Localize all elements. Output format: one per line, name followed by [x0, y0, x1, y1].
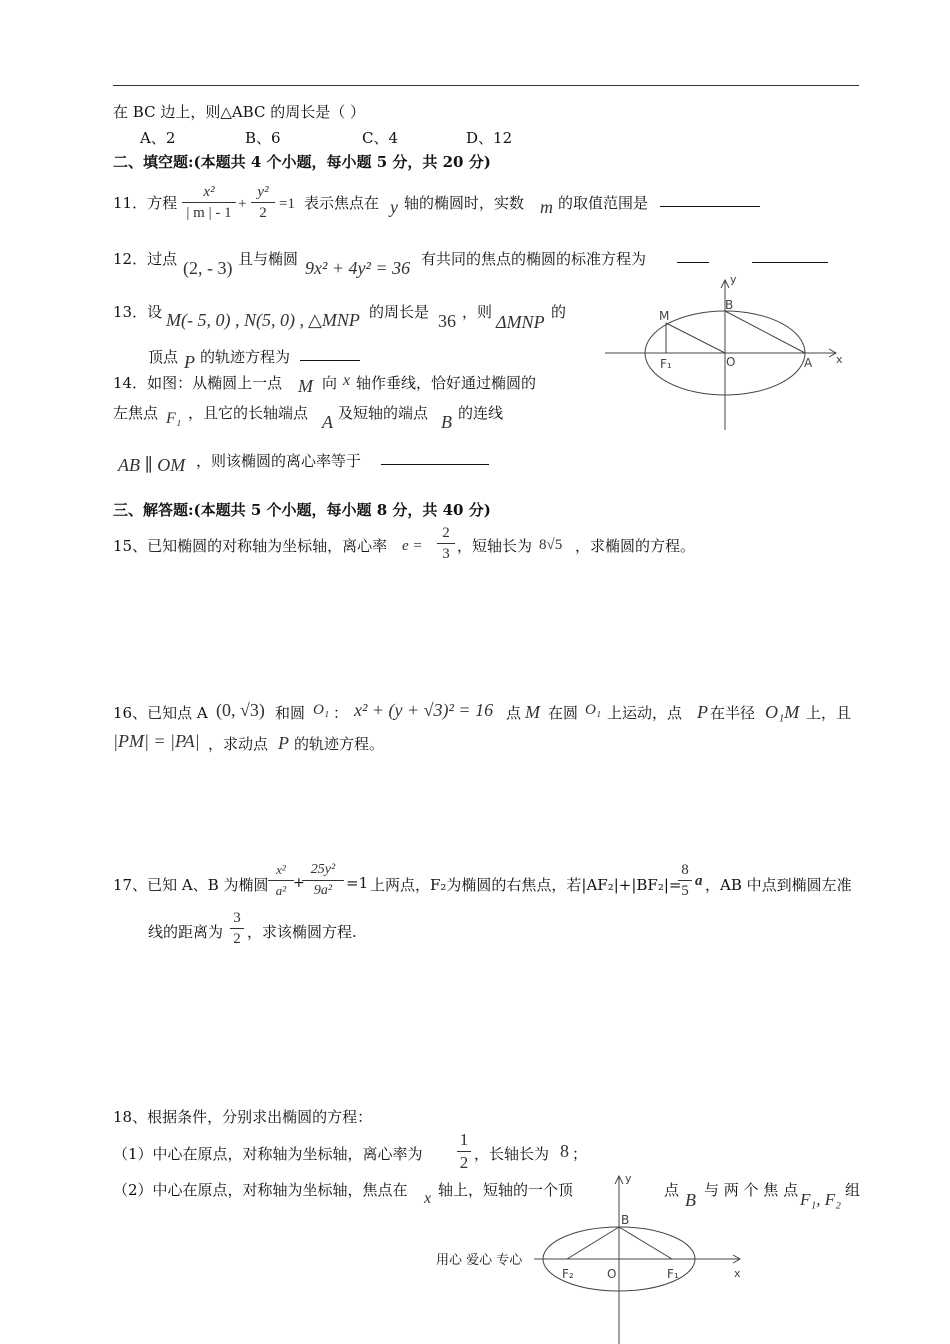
q16-o1m: O₁M — [765, 702, 800, 722]
fig1-label-a: A — [804, 356, 813, 370]
q14-answer-blank[interactable] — [381, 450, 489, 465]
q16-var-p2: P — [278, 733, 289, 753]
q16-relation: |PM| = |PA| — [113, 731, 200, 751]
q13-answer-blank[interactable] — [300, 346, 360, 361]
fig1-label-x: x — [836, 353, 843, 366]
q16-text-a: 16、已知点 A — [113, 704, 208, 722]
q13-points: M(- 5, 0) , N(5, 0) , — [166, 310, 304, 330]
q16-text-d: 在圆 — [548, 704, 579, 722]
fig2-label-o: O — [607, 1267, 617, 1281]
q12-text-b: 有共同的焦点的椭圆的标准方程为 — [421, 250, 647, 268]
q18-part2-c: 点 — [664, 1181, 680, 1199]
q11-fraction-2: y² 2 — [251, 183, 275, 222]
q17-text-c: ，AB 中点到椭圆左准 — [705, 876, 852, 894]
q16-circle: x² + (y + √3)² = 16 — [354, 700, 494, 720]
q12-answer-blank-1[interactable] — [677, 248, 709, 263]
q13-triangle-2: ΔMNP — [496, 312, 545, 332]
q12-ellipse: 9x² + 4y² = 36 — [305, 258, 411, 278]
q11-var-y: y — [390, 197, 398, 217]
ellipse-figure-2 — [530, 1172, 750, 1344]
q16-point-a: (0, √3) — [216, 700, 265, 720]
q14-line2-d: 的连线 — [458, 404, 504, 422]
q18-var-x: x — [424, 1190, 432, 1207]
q18-part1-value: 8 — [560, 1141, 569, 1161]
q17-text-a: 17、已知 A、B 为椭圆 — [113, 876, 269, 894]
q11-plus: + — [238, 196, 247, 212]
q18-part1-c: ； — [572, 1145, 588, 1163]
q14-relation: AB ∥ OM — [118, 455, 186, 475]
q17-fraction-3: 8 5 — [678, 861, 692, 900]
q13-var-p: P — [184, 352, 195, 372]
q16-var-m: M — [525, 702, 540, 722]
q16-text-f: 在半径 — [710, 704, 756, 722]
q13-label: 13．设 — [113, 303, 163, 321]
q15-e: e = — [402, 538, 423, 554]
q14-line1-b: 向 — [322, 374, 338, 392]
fig1-label-y: y — [730, 275, 737, 286]
q13-perimeter: 36 — [438, 311, 456, 331]
fig2-segment-bf1 — [619, 1227, 672, 1259]
q14-var-b: B — [441, 412, 452, 432]
q18-part2-d: 与 两 个 焦 点 — [704, 1181, 799, 1199]
q14-line3: ，则该椭圆的离心率等于 — [196, 452, 362, 470]
q18-var-b: B — [685, 1190, 696, 1210]
q11-text-b: 轴的椭圆时，实数 — [404, 194, 525, 212]
q14-var-m: M — [298, 376, 313, 396]
q10-option-d: D、12 — [466, 129, 513, 147]
fig2-label-y: y — [625, 1172, 632, 1185]
fig2-label-f1: F₁ — [667, 1267, 679, 1281]
fig1-label-f1: F₁ — [660, 357, 672, 371]
q18-part2-a: （2）中心在原点，对称轴为坐标轴，焦点在 — [113, 1181, 408, 1199]
q15-text-c: ，求椭圆的方程。 — [575, 537, 696, 555]
q17-line2-a: 线的距离为 — [148, 923, 224, 941]
q16-text-c: 点 — [506, 704, 522, 722]
q14-line1-c: 轴作垂线，恰好通过椭圆的 — [356, 374, 537, 392]
q15-minor-axis: 8√5 — [539, 537, 563, 553]
q10-option-b: B、6 — [245, 129, 281, 147]
fig1-label-o: O — [726, 355, 736, 369]
fig2-label-b: B — [621, 1213, 630, 1227]
q17-equals: =1 — [346, 874, 369, 892]
fig2-segment-bf2 — [567, 1227, 619, 1259]
q11-fraction-1: x² | m | - 1 — [182, 183, 236, 222]
q18-part1-a: （1）中心在原点，对称轴为坐标轴，离心率为 — [113, 1145, 423, 1163]
q16-text-e: 上运动，点 — [607, 704, 683, 722]
q13-text-c: 的 — [551, 303, 567, 321]
q12-label: 12．过点 — [113, 250, 178, 268]
q13-triangle: △MNP — [308, 310, 360, 330]
page-footer: 用心 爱心 专心 — [436, 1253, 523, 1268]
q11-answer-blank[interactable] — [660, 192, 760, 207]
q17-text-b: 上两点，F₂为椭圆的右焦点，若|AF₂|+|BF₂|= — [370, 876, 682, 894]
q14-line2-b: ，且它的长轴端点 — [188, 404, 309, 422]
q14-var-x: x — [343, 372, 351, 389]
q17-var-a: a — [695, 873, 703, 889]
q14-line2-a: 左焦点 — [113, 404, 159, 422]
q18-part2-e: 组 — [845, 1181, 861, 1199]
q13-line2-a: 顶点 — [148, 348, 179, 366]
q16-text-g: 上，且 — [806, 704, 852, 722]
q18-foci: F₁, F₂ — [800, 1190, 842, 1209]
fig1-label-b: B — [725, 298, 734, 312]
q17-line2-b: ，求该椭圆方程. — [247, 923, 357, 941]
q16-text-h: ，求动点 — [208, 735, 269, 753]
q11-text-a: 表示焦点在 — [304, 194, 380, 212]
q17-fraction-2: 25y² 9a² — [302, 861, 344, 900]
q13-text-a: 的周长是 — [369, 303, 430, 321]
q10-option-a: A、2 — [140, 129, 176, 147]
q16-text-i: 的轨迹方程。 — [294, 735, 385, 753]
q16-var-p: P — [697, 702, 708, 722]
q12-point: (2, - 3) — [183, 258, 233, 278]
q11-text-c: 的取值范围是 — [558, 194, 649, 212]
q18-part2-b: 轴上，短轴的一个顶 — [438, 1181, 574, 1199]
q17-fraction-1: x² a² — [268, 861, 294, 900]
q14-line1-a: 14．如图：从椭圆上一点 — [113, 374, 283, 392]
section-2-heading: 二、填空题:(本题共 4 个小题，每小题 5 分，共 20 分) — [113, 153, 491, 171]
q14-var-a: A — [322, 412, 333, 432]
q11-equals: =1 — [279, 196, 295, 212]
header-rule — [113, 85, 859, 86]
fig2-label-x: x — [734, 1267, 741, 1280]
q11-var-m: m — [540, 197, 553, 217]
fig1-label-m: M — [659, 309, 670, 323]
q16-colon: ： — [333, 704, 349, 722]
q15-text-b: ，短轴长为 — [457, 537, 533, 555]
q11-label: 11．方程 — [113, 194, 178, 212]
q14-line2-c: 及短轴的端点 — [338, 404, 429, 422]
q18-title: 18、根据条件，分别求出椭圆的方程： — [113, 1108, 373, 1126]
q12-text-a: 且与椭圆 — [238, 250, 299, 268]
fig1-segment-ab — [725, 311, 805, 353]
q16-text-b: 和圆 — [275, 704, 306, 722]
fig1-segment-om — [666, 323, 725, 353]
q15-text-a: 15、已知椭圆的对称轴为坐标轴，离心率 — [113, 537, 388, 555]
q15-eccentricity-fraction: 2 3 — [437, 524, 455, 563]
q10-option-c: C、4 — [362, 129, 399, 147]
q12-answer-blank-2[interactable] — [752, 248, 828, 263]
q10-stem: 在 BC 边上，则△ABC 的周长是（ ） — [113, 103, 365, 121]
q13-text-b: ，则 — [462, 303, 493, 321]
q18-part1-fraction: 1 2 — [457, 1130, 471, 1173]
ellipse-figure-1 — [600, 275, 850, 435]
section-3-heading: 三、解答题:(本题共 5 个小题，每小题 8 分，共 40 分) — [113, 501, 491, 519]
q13-line2-b: 的轨迹方程为 — [200, 348, 291, 366]
q18-part1-b: ，长轴长为 — [474, 1145, 550, 1163]
q17-plus: + — [293, 875, 305, 891]
q17-fraction-4: 3 2 — [230, 909, 244, 948]
q14-var-f1: F₁ — [166, 410, 182, 427]
q16-o1b: O₁ — [585, 702, 602, 718]
q16-o1: O₁ — [313, 702, 330, 718]
fig2-label-f2: F₂ — [562, 1267, 574, 1281]
